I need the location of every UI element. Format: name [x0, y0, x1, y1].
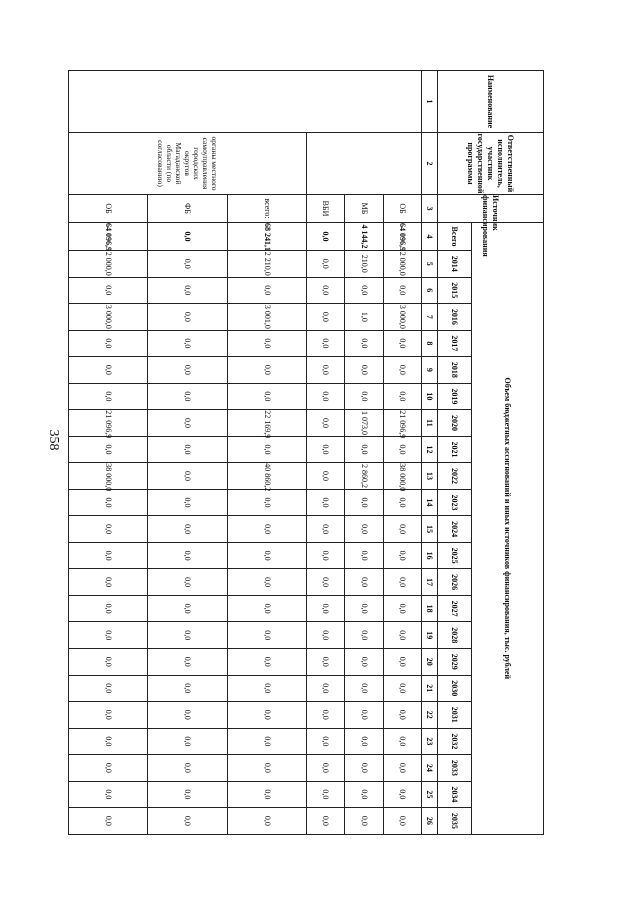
year-header: 2016 [438, 304, 472, 331]
column-number: 25 [422, 781, 438, 808]
value-cell: 3 001,0 [227, 304, 306, 331]
value-cell: 2 860,2 [345, 463, 383, 490]
value-cell: 0,0 [383, 595, 421, 622]
year-header: 2027 [438, 595, 472, 622]
value-cell: 0,0 [306, 622, 344, 649]
value-cell: 0,0 [148, 781, 227, 808]
value-cell: 0,0 [69, 728, 148, 755]
year-header: 2026 [438, 569, 472, 596]
total-cell: 68 241,1 [227, 223, 306, 251]
column-number: 19 [422, 622, 438, 649]
executor-cell: органы местного самоуправления городских округов Магаданской области (по согласованию) [69, 133, 307, 195]
value-cell: 2 000,0 [383, 251, 421, 278]
year-header: 2019 [438, 383, 472, 410]
value-cell: 0,0 [148, 330, 227, 357]
column-number: 12 [422, 436, 438, 463]
value-cell: 0,0 [148, 728, 227, 755]
header-name: Наименование [438, 71, 544, 133]
source-cell: МБ [345, 195, 383, 223]
value-cell: 38 000,0 [383, 463, 421, 490]
year-header: 2033 [438, 755, 472, 782]
value-cell: 0,0 [69, 357, 148, 384]
value-cell: 0,0 [148, 808, 227, 835]
value-cell: 0,0 [306, 755, 344, 782]
column-number: 17 [422, 569, 438, 596]
value-cell: 0,0 [148, 516, 227, 543]
value-cell: 1,0 [345, 304, 383, 331]
value-cell: 0,0 [227, 702, 306, 729]
value-cell: 0,0 [227, 781, 306, 808]
year-header: 2022 [438, 463, 472, 490]
total-cell: 0,0 [306, 223, 344, 251]
value-cell: 0,0 [306, 516, 344, 543]
value-cell: 2 210,0 [227, 251, 306, 278]
value-cell: 0,0 [383, 569, 421, 596]
year-header: 2028 [438, 622, 472, 649]
value-cell: 38 000,0 [69, 463, 148, 490]
column-number: 21 [422, 675, 438, 702]
column-number: 5 [422, 251, 438, 278]
value-cell: 0,0 [345, 489, 383, 516]
header-total: Всего [438, 223, 472, 251]
column-number: 6 [422, 277, 438, 304]
value-cell: 0,0 [383, 542, 421, 569]
value-cell: 0,0 [148, 542, 227, 569]
value-cell: 0,0 [306, 436, 344, 463]
value-cell: 0,0 [306, 675, 344, 702]
value-cell: 0,0 [69, 330, 148, 357]
value-cell: 0,0 [69, 648, 148, 675]
value-cell: 0,0 [345, 436, 383, 463]
value-cell: 21 096,9 [383, 410, 421, 437]
value-cell: 0,0 [383, 330, 421, 357]
source-cell: ОБ [383, 195, 421, 223]
year-header: 2023 [438, 489, 472, 516]
year-header: 2014 [438, 251, 472, 278]
value-cell: 0,0 [69, 622, 148, 649]
value-cell: 0,0 [227, 516, 306, 543]
column-number: 23 [422, 728, 438, 755]
column-number: 11 [422, 410, 438, 437]
value-cell: 0,0 [148, 436, 227, 463]
value-cell: 2 000,0 [69, 251, 148, 278]
value-cell: 0,0 [148, 463, 227, 490]
name-cell [69, 71, 422, 133]
value-cell: 0,0 [345, 622, 383, 649]
value-cell: 0,0 [345, 569, 383, 596]
value-cell: 0,0 [227, 330, 306, 357]
year-header: 2015 [438, 277, 472, 304]
value-cell: 0,0 [227, 569, 306, 596]
value-cell: 0,0 [148, 410, 227, 437]
value-cell: 0,0 [306, 728, 344, 755]
header-row [472, 71, 544, 835]
column-number: 15 [422, 516, 438, 543]
value-cell: 0,0 [383, 675, 421, 702]
value-cell: 0,0 [69, 569, 148, 596]
value-cell: 0,0 [148, 569, 227, 596]
value-cell: 0,0 [306, 330, 344, 357]
source-cell: всего: [227, 195, 306, 223]
header-source: Источник финансирования [438, 195, 544, 223]
value-cell: 0,0 [69, 808, 148, 835]
total-cell: 4 144,2 [345, 223, 383, 251]
value-cell: 0,0 [383, 516, 421, 543]
year-header: 2035 [438, 808, 472, 835]
value-cell: 0,0 [148, 357, 227, 384]
table-row [227, 71, 306, 835]
value-cell: 0,0 [345, 516, 383, 543]
value-cell: 0,0 [345, 755, 383, 782]
total-cell: 0,0 [148, 223, 227, 251]
year-header: 2021 [438, 436, 472, 463]
value-cell: 0,0 [148, 277, 227, 304]
value-cell: 0,0 [306, 595, 344, 622]
value-cell: 0,0 [227, 277, 306, 304]
value-cell: 0,0 [227, 808, 306, 835]
column-numbers-row [422, 71, 438, 835]
value-cell: 0,0 [383, 277, 421, 304]
value-cell: 0,0 [306, 304, 344, 331]
column-number: 22 [422, 702, 438, 729]
value-cell: 0,0 [306, 410, 344, 437]
column-number: 24 [422, 755, 438, 782]
value-cell: 0,0 [345, 702, 383, 729]
value-cell: 0,0 [148, 755, 227, 782]
column-number: 8 [422, 330, 438, 357]
value-cell: 0,0 [383, 755, 421, 782]
column-number: 3 [422, 195, 438, 223]
value-cell: 0,0 [227, 383, 306, 410]
value-cell: 0,0 [227, 542, 306, 569]
year-header: 2018 [438, 357, 472, 384]
value-cell: 0,0 [345, 330, 383, 357]
column-number: 14 [422, 489, 438, 516]
value-cell: 0,0 [306, 808, 344, 835]
value-cell: 0,0 [383, 648, 421, 675]
value-cell: 0,0 [227, 357, 306, 384]
column-number: 9 [422, 357, 438, 384]
value-cell: 0,0 [306, 542, 344, 569]
value-cell: 0,0 [69, 436, 148, 463]
value-cell: 1 073,0 [345, 410, 383, 437]
year-header: 2024 [438, 516, 472, 543]
source-cell: ОБ [69, 195, 148, 223]
value-cell: 0,0 [148, 702, 227, 729]
value-cell: 0,0 [306, 277, 344, 304]
value-cell: 0,0 [306, 569, 344, 596]
value-cell: 0,0 [345, 277, 383, 304]
value-cell: 0,0 [227, 595, 306, 622]
value-cell: 0,0 [148, 675, 227, 702]
value-cell: 0,0 [227, 436, 306, 463]
value-cell: 0,0 [345, 383, 383, 410]
value-cell: 0,0 [345, 808, 383, 835]
value-cell: 0,0 [227, 622, 306, 649]
value-cell: 0,0 [383, 781, 421, 808]
year-header: 2034 [438, 781, 472, 808]
value-cell: 0,0 [345, 781, 383, 808]
value-cell: 3 000,0 [383, 304, 421, 331]
value-cell: 0,0 [69, 516, 148, 543]
year-header: 2020 [438, 410, 472, 437]
source-cell: ФБ [148, 195, 227, 223]
value-cell: 0,0 [345, 595, 383, 622]
value-cell: 0,0 [306, 463, 344, 490]
total-cell: 64 096,9 [383, 223, 421, 251]
value-cell: 0,0 [345, 542, 383, 569]
value-cell: 0,0 [383, 357, 421, 384]
column-number: 18 [422, 595, 438, 622]
value-cell: 0,0 [383, 383, 421, 410]
value-cell: 0,0 [69, 277, 148, 304]
value-cell: 0,0 [69, 755, 148, 782]
value-cell: 0,0 [306, 489, 344, 516]
value-cell: 0,0 [306, 357, 344, 384]
value-cell: 0,0 [69, 675, 148, 702]
column-number: 7 [422, 304, 438, 331]
value-cell: 0,0 [383, 622, 421, 649]
value-cell: 0,0 [345, 728, 383, 755]
value-cell: 0,0 [383, 808, 421, 835]
value-cell: 0,0 [383, 728, 421, 755]
year-header: 2032 [438, 728, 472, 755]
value-cell: 0,0 [69, 702, 148, 729]
year-header: 2030 [438, 675, 472, 702]
value-cell: 0,0 [227, 755, 306, 782]
value-cell: 0,0 [69, 489, 148, 516]
value-cell: 22 169,9 [227, 410, 306, 437]
source-cell: ВБИ [306, 195, 344, 223]
value-cell: 0,0 [345, 648, 383, 675]
funding-table [68, 70, 544, 835]
total-cell: 64 096,9 [69, 223, 148, 251]
column-number: 2 [422, 133, 438, 195]
table-row [383, 71, 421, 835]
year-header: 2031 [438, 702, 472, 729]
value-cell: 40 860,2 [227, 463, 306, 490]
page-number: 358 [46, 429, 61, 451]
value-cell: 0,0 [148, 622, 227, 649]
executor-cell [306, 133, 421, 195]
value-cell: 0,0 [227, 489, 306, 516]
column-number: 20 [422, 648, 438, 675]
value-cell: 0,0 [345, 357, 383, 384]
column-number: 26 [422, 808, 438, 835]
column-number: 1 [422, 71, 438, 133]
value-cell: 0,0 [306, 781, 344, 808]
value-cell: 0,0 [148, 489, 227, 516]
value-cell: 0,0 [306, 648, 344, 675]
value-cell: 0,0 [69, 383, 148, 410]
column-number: 16 [422, 542, 438, 569]
value-cell: 0,0 [306, 383, 344, 410]
value-cell: 0,0 [383, 489, 421, 516]
value-cell: 210,0 [345, 251, 383, 278]
value-cell: 0,0 [306, 702, 344, 729]
column-number: 4 [422, 223, 438, 251]
year-header: 2017 [438, 330, 472, 357]
year-header: 2025 [438, 542, 472, 569]
funding-table-container [68, 70, 544, 834]
value-cell: 3 000,0 [69, 304, 148, 331]
header-executor: Ответственный исполнитель, участник государственной программы [438, 133, 544, 195]
value-cell: 0,0 [69, 595, 148, 622]
year-header: 2029 [438, 648, 472, 675]
value-cell: 0,0 [345, 675, 383, 702]
value-cell: 0,0 [69, 542, 148, 569]
value-cell: 0,0 [148, 251, 227, 278]
value-cell: 0,0 [227, 728, 306, 755]
value-cell: 0,0 [383, 702, 421, 729]
value-cell: 0,0 [148, 304, 227, 331]
value-cell: 0,0 [69, 781, 148, 808]
value-cell: 0,0 [383, 436, 421, 463]
column-number: 13 [422, 463, 438, 490]
column-number: 10 [422, 383, 438, 410]
value-cell: 0,0 [148, 595, 227, 622]
header-volume-group: Объем бюджетных ассигнований и иных источников финансирования, тыс. рублей [472, 223, 544, 835]
value-cell: 21 096,9 [69, 410, 148, 437]
value-cell: 0,0 [306, 251, 344, 278]
value-cell: 0,0 [148, 383, 227, 410]
value-cell: 0,0 [227, 648, 306, 675]
value-cell: 0,0 [227, 675, 306, 702]
value-cell: 0,0 [148, 648, 227, 675]
